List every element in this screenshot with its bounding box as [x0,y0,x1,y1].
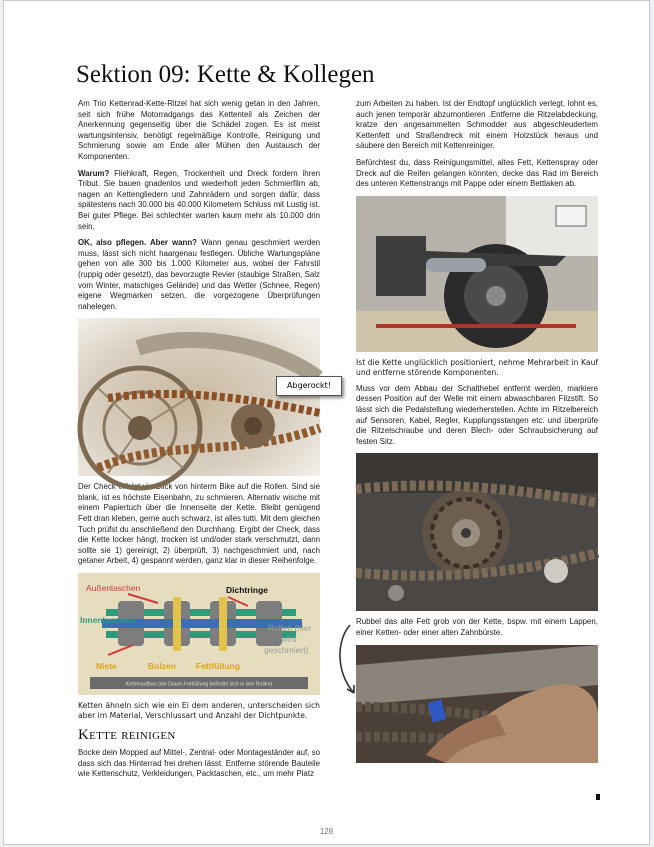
label-rollen-2: wird [281,634,297,645]
page-number: 128 [319,827,334,836]
when-paragraph [78,238,320,312]
cleaning-chain-illustration [356,645,598,763]
bike-photo-caption: Ist die Kette unglücklich positioniert, nehme Mehrarbeit in Kauf und entferne störende Komponenten. [356,357,598,377]
label-aussenlaschen: Außenlaschen [86,583,141,594]
page [3,0,650,845]
why-paragraph [78,169,320,233]
sprocket-illustration [356,453,598,611]
chain-diagram-svg [78,573,320,695]
rub-grease-paragraph: Rubbel das alte Fett grob von der Kette, bspw. mit einem Lappen, einer Ketten- oder einer alten Zahnbürste. [356,617,598,637]
check-paragraph: Der Check erfolgt via Blick von hinterm Bike auf die Rollen. Sind sie blank, ist es höchste Eisenbahn, zu schmieren. Alternativ wische mit einem Papiertuch über die Innenseite der Kette. Bleibt genügend Fett dran kleben, gerne auch schwarz, ist alles tutti. Mit dem gleichen Tuch prüfst du anschließend den Durchhang. Ergibt der Check, dass die Kette locker hängt, trocken ist und/oder stark verschmutzt, dann sollte sie 1) gereinigt, 2) überprüft, 3) nachgeschmiert und, nach getaner Arbeit, 4) gespannt werden, ganz klar in dieser Reihenfolge. [78,482,320,566]
diagram-footnote: Kettenaufbau (die Dauer-Fettfüllung befindet sich in den Rollen) [125,681,273,688]
label-niete: Niete [96,661,117,672]
rusty-chain-illustration [78,318,320,476]
cleaning-paragraph: Bocke dein Mopped auf Mittel-, Zentral- oder Montageständer auf, so dass sich das Hinterrad frei drehen lässt. Entferne störende Bauteile wie Kettenschutz, Verkleidungen, Packtaschen, etc., um mehr Platz [78,748,320,779]
curved-arrow-icon [332,621,362,701]
label-bolzen: Bolzen [148,661,176,672]
rusty-chain-photo [78,318,331,476]
shift-lever-paragraph: Muss vor dem Abbau der Schalthebel entfernt werden, markiere dessen Position auf der Welle mit einem abwaschbaren Filzstift. So lässt sich die Pedalstellung wiederherstellen. Achte im Ritzelbereich auf Sensoren, Kabel, Regler, Kupplungsstangen etc. und überprüfe die Ritzelschraube und deren Blech- oder Schraubsicherung auf festen Sitz. [356,383,598,446]
cleaning-continued-paragraph: zum Arbeiten zu haben. Ist der Endtopf unglücklich verlegt, lohnt es, auch jenen temporär abzumontieren .Entferne die Ritzelabdeckung, kratze den angesammelten Schmodder aus abgeschleudertem Kettenfett und Straßendreck mit einem Holzstück heraus und säubere den Bereich mit Kettenreiniger. [356,99,598,151]
chain-structure-diagram [78,573,320,695]
label-fettfuellung: Fettfüllung [196,661,240,672]
label-rollen-3: geschmiert) [264,645,309,656]
when-text: Wann genau geschmiert werden muss, lässt sich nicht haargenau festlegen. Übliche Wartungspläne gehen von alle 300 bis 1.000 Kilometer aus, wobei der Fahrstil (ruppig oder gesetzt), das bevorzugte Revier (staubige Straßen, Salz vom Winter, matschiges Gelände) und das Wetter (Schnee, Regen) eigene Wegmarken setzen, die vorgezogene Überprüfungen nahelegen. [78,238,320,311]
diagram-caption: Ketten ähneln sich wie ein Ei dem anderen, unterscheiden sich aber im Material, Verschlussart und Anzahl der Dichtpunkte. [78,701,320,721]
motorbike-rear-photo [356,196,598,352]
why-text: Fliehkraft, Regen, Trockenheit und Dreck fordern ihren Tribut. Sie bauen gnadenlos und wiederholt jeden Schmierfilm ab, nagen an Kettengliedern und Zahnrädern und sorgen dafür, dass spätestens nach 30.000 bis 40.000 Kilometern Schluss mit Lustig ist. Bei guter Pflege. Bei schlechter warten kaum mehr als 10.000 drin sein. [78,168,320,231]
label-rollen-1: Rollen (hier [268,623,312,634]
label-innenlaschen: Innenlaschen [80,615,135,626]
right-column [356,99,598,769]
cleaning-chain-photo [356,645,598,763]
motorbike-rear-illustration [356,196,598,352]
abgerockt-label: Abgerockt! [276,376,342,396]
label-dichtringe: Dichtringe [226,585,269,596]
why-lead: Warum? [78,168,110,178]
sprocket-photo [356,453,598,611]
page-ornament [596,794,600,800]
section-heading: Kette reinigen [78,727,176,744]
page-title: Sektion 09: Kette & Kollegen [76,61,375,88]
left-column [78,99,331,786]
intro-paragraph: Am Trio Kettenrad-Kette-Ritzel hat sich wenig getan in den Jahren, seit sich frühe Motorradgangs das Kettenteil als Zeichen der Anerkennung gegenseitig über die Schädel zogen. Es ist meist wartungsintensiv, benötigt regelmäßige Kontrolle, Reinigung und Schmierung sowie am Ende aller Mühen den Austausch der Komponenten. [78,99,320,161]
when-lead: OK, also pflegen. Aber wann? [78,238,197,248]
cover-tire-paragraph: Befürchtest du, dass Reinigungsmittel, altes Fett, Kettenspray oder Dreck auf die Reifen gelangen könnten, decke das Rad im Bereich des unteren Kettenstrangs mit Pappe oder einem Bettlaken ab. [356,157,598,189]
